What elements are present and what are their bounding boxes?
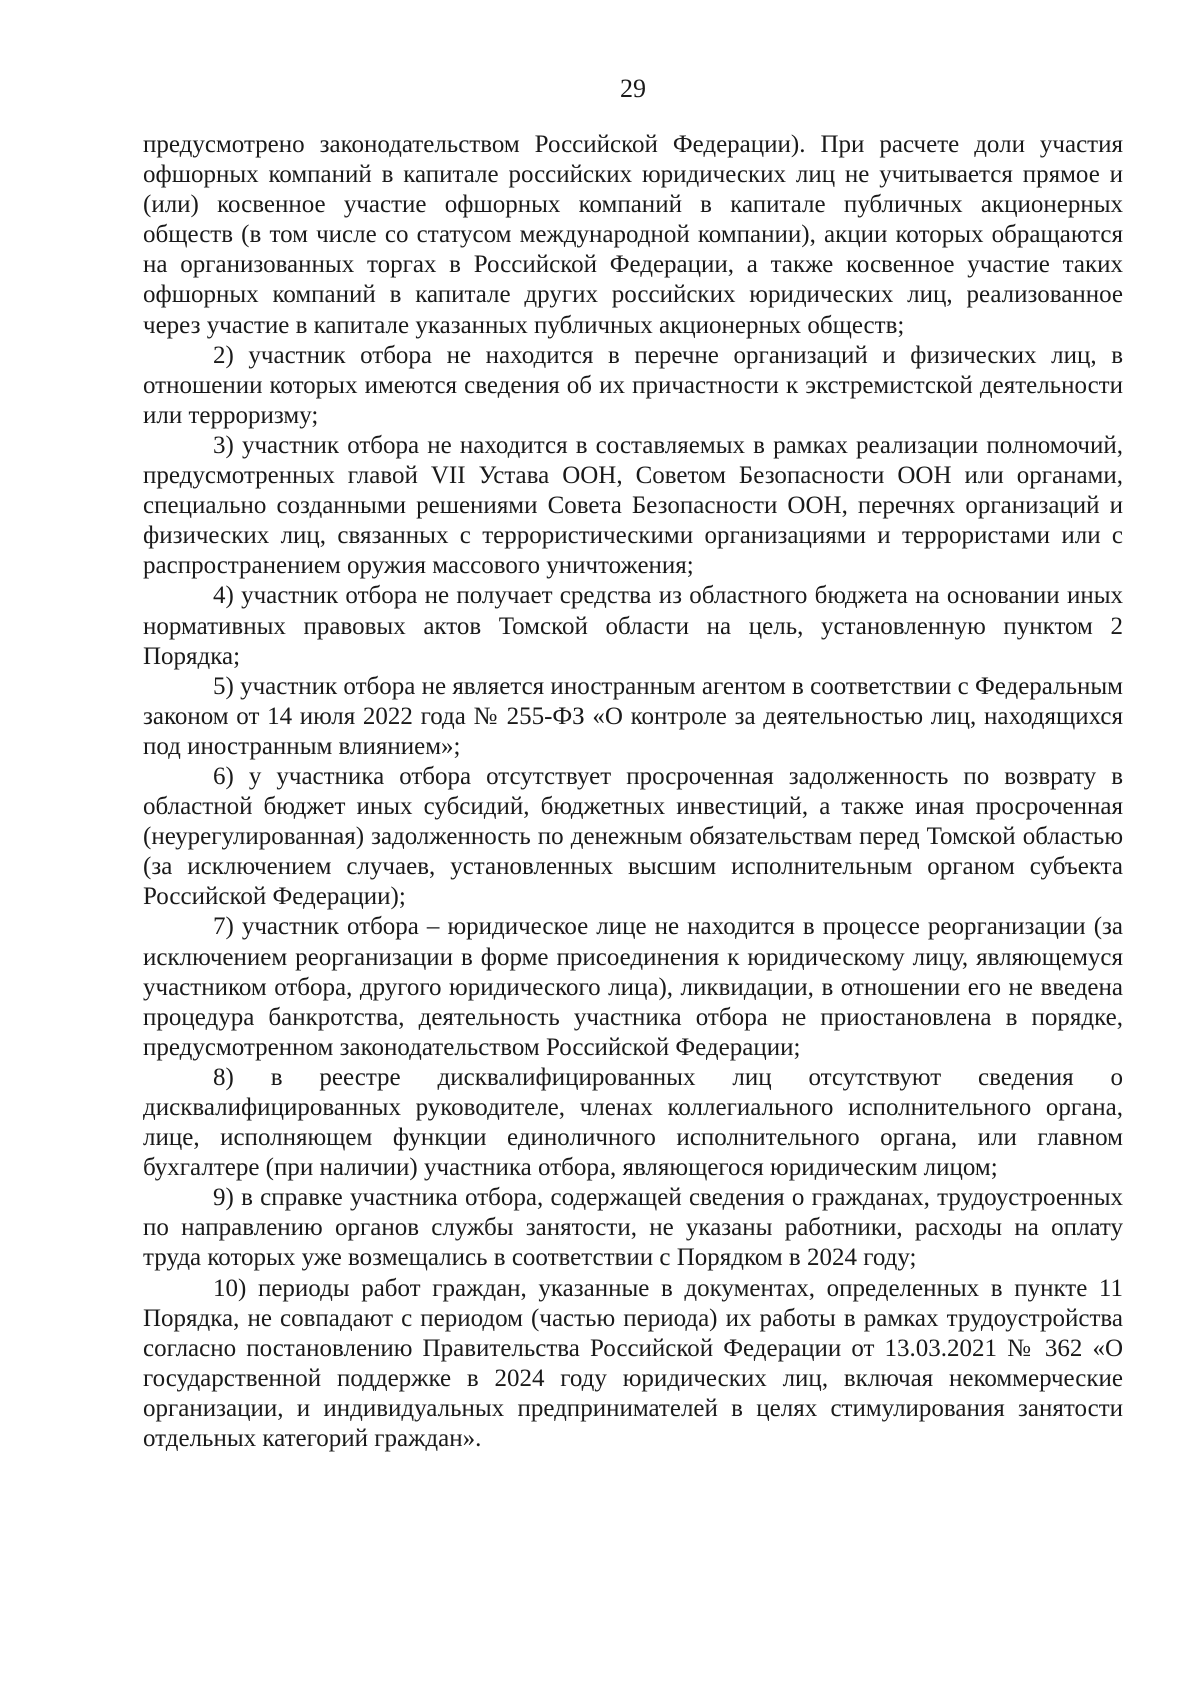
page-number: 29 <box>620 74 646 103</box>
paragraph-item-2: 2) участник отбора не находится в перечне организаций и физических лиц, в отношении которых имеются сведения об их причастности к экстремистской деятельности или терроризму; <box>143 341 1123 429</box>
paragraph-item-7: 7) участник отбора – юридическое лице не находится в процессе реорганизации (за исключением реорганизации в форме присоединения к юридическому лицу, являющемуся участником отбора, другого юридического лица), ликвидации, в отношении его не введена процедура банкротства, деятельность участника отбора не приостановлена в порядке, предусмотренном законодательством Российской Федерации; <box>143 913 1123 1061</box>
paragraph-item-4: 4) участник отбора не получает средства из областного бюджета на основании иных нормативных правовых актов Томской области на цель, установленную пунктом 2 Порядка; <box>143 582 1123 670</box>
paragraph-item-3: 3) участник отбора не находится в составляемых в рамках реализации полномочий, предусмотренных главой VII Устава ООН, Советом Безопасности ООН или органами, специально созданными решениями Совета Безопасности ООН, перечнях организаций и физических лиц, связанных с террористическими организациями и террористами или с распространением оружия массового уничтожения; <box>143 431 1123 580</box>
paragraph-item-10: 10) периоды работ граждан, указанные в документах, определенных в пункте 11 Порядка, не совпадают с периодом (частью периода) их работы в рамках трудоустройства согласно постановлению Правительства Российской Федерации от 13.03.2021 № 362 «О государственной поддержке в 2024 году юридических лиц, включая некоммерческие организации, и индивидуальных предпринимателей в целях стимулирования занятости отдельных категорий граждан». <box>143 1274 1123 1453</box>
paragraph-continuation: предусмотрено законодательством Российской Федерации). При расчете доли участия офшорных компаний в капитале российских юридических лиц не учитывается прямое и (или) косвенное участие офшорных компаний в капитале публичных акционерных обществ (в том числе со статусом международной компании), акции которых обращаются на организованных торгах в Российской Федерации, а также косвенное участие таких офшорных компаний в капитале других российских юридических лиц, реализованное через участие в капитале указанных публичных акционерных обществ; <box>143 131 1123 339</box>
paragraph-item-5: 5) участник отбора не является иностранным агентом в соответствии с Федеральным законом от 14 июля 2022 года № 255-ФЗ «О контроле за деятельностью лиц, находящихся под иностранным влиянием»; <box>143 672 1123 760</box>
paragraph-item-6: 6) у участника отбора отсутствует просроченная задолженность по возврату в областной бюджет иных субсидий, бюджетных инвестиций, а также иная просроченная (неурегулированная) задолженность по денежным обязательствам перед Томской областью (за исключением случаев, установленных высшим исполнительным органом субъекта Российской Федерации); <box>143 762 1123 911</box>
document-body <box>143 130 1123 1454</box>
paragraph-item-9: 9) в справке участника отбора, содержащей сведения о гражданах, трудоустроенных по направлению органов службы занятости, не указаны работники, расходы на оплату труда которых уже возмещались в соответствии с Порядком в 2024 году; <box>143 1184 1123 1272</box>
paragraph-item-8: 8) в реестре дисквалифицированных лиц отсутствуют сведения о дисквалифицированных руководителе, членах коллегиального исполнительного органа, лице, исполняющем функции единоличного исполнительного органа, или главном бухгалтере (при наличии) участника отбора, являющегося юридическим лицом; <box>143 1063 1123 1182</box>
